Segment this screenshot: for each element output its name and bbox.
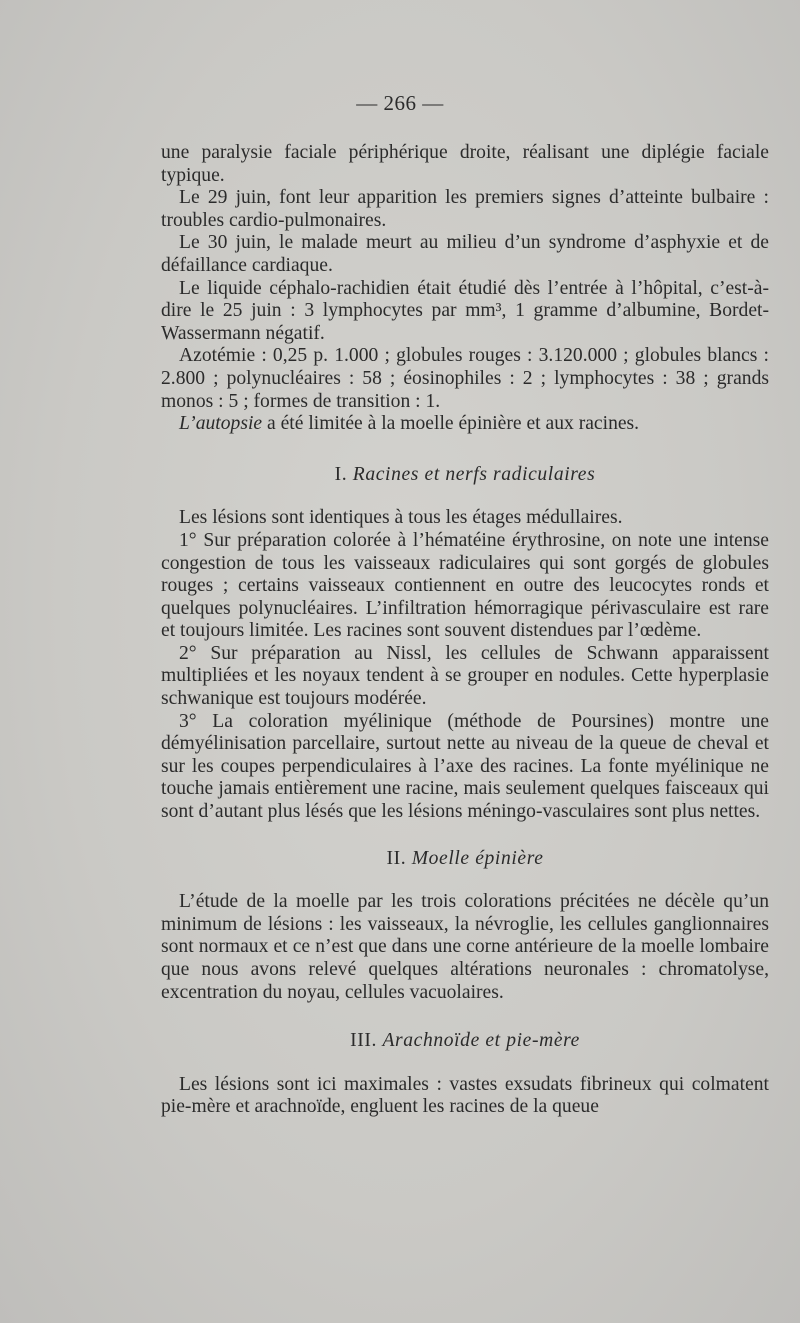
paragraph: Azotémie : 0,25 p. 1.000 ; globules rouges : 3.120.000 ; globules blancs : 2.800 ; polynucléaires : 58 ; éosinophiles : 2 ; lymphocytes : 38 ; grands monos : 5 ; formes de transition : 1. — [161, 345, 769, 412]
section-title: Arachnoïde et pie-mère — [382, 1030, 580, 1052]
section-title: Moelle épinière — [411, 847, 544, 869]
section-number: I. — [334, 463, 348, 485]
paragraph: Le liquide céphalo-rachidien était étudié dès l’entrée à l’hôpital, c’est-à-dire le 25 juin : 3 lymphocytes par mm³, 1 gramme d’albumine, Bordet-Wassermann négatif. — [161, 277, 769, 344]
section-title: Racines et nerfs radiculaires — [352, 463, 596, 485]
autopsy-paragraph — [161, 413, 769, 436]
body-text — [161, 142, 769, 1119]
paragraph: 2° Sur préparation au Nissl, les cellules de Schwann apparaissent multipliées et les noyaux tendent à se grouper en nodules. Cette hyperplasie schwanique est toujours modérée. — [161, 642, 769, 710]
paragraph: 3° La coloration myélinique (méthode de Poursines) montre une démyélinisation parcellaire, surtout nette au niveau de la queue de cheval et sur les coupes perpendiculaires à l’axe des racines. La fonte myélinique ne touche jamais entièrement une racine, mais seulement quelques faisceaux qui sont d’autant plus lésés que les lésions méningo-vasculaires sont plus nettes. — [161, 710, 769, 823]
section-heading-1 — [161, 464, 769, 487]
section-heading-2 — [161, 848, 769, 871]
paragraph: L’étude de la moelle par les trois colorations précitées ne décèle qu’un minimum de lésions : les vaisseaux, la névroglie, les cellules ganglionnaires sont normaux et ce n’est que dans une corne antérieure de la moelle lombaire que nous avons relevé quelques altérations neuronales : chromatolyse, excentration du noyau, cellules vacuolaires. — [161, 891, 769, 1003]
autopsy-label: L’autopsie — [179, 413, 263, 435]
page-number: — 266 — — [356, 91, 444, 115]
autopsy-text: a été limitée à la moelle épinière et aux racines. — [262, 413, 640, 435]
section-number: III. — [350, 1030, 377, 1052]
section-heading-3 — [161, 1030, 769, 1053]
section-number: II. — [386, 847, 407, 869]
paragraph: Les lésions sont identiques à tous les étages médullaires. — [179, 507, 623, 529]
paragraph: Les lésions sont ici maximales : vastes exsudats fibrineux qui colmatent pie-mère et arachnoïde, engluent les racines de la queue — [161, 1073, 769, 1118]
paragraph: une paralysie faciale périphérique droite, réalisant une diplégie faciale typique. — [161, 142, 769, 186]
paragraph: 1° Sur préparation colorée à l’hématéine érythrosine, on note une intense congestion de tous les vaisseaux radiculaires qui sont gorgés de globules rouges ; certains vaisseaux contiennent en outre des leucocytes ronds et quelques polynucléaires. L’infiltration hémorragique périvasculaire est rare et toujours limitée. Les racines sont souvent distendues par l’œdème. — [161, 529, 769, 642]
paragraph: Le 29 juin, font leur apparition les premiers signes d’atteinte bulbaire : troubles cardio-pulmonaires. — [161, 187, 769, 231]
paragraph: Le 30 juin, le malade meurt au milieu d’un syndrome d’asphyxie et de défaillance cardiaque. — [161, 232, 769, 276]
